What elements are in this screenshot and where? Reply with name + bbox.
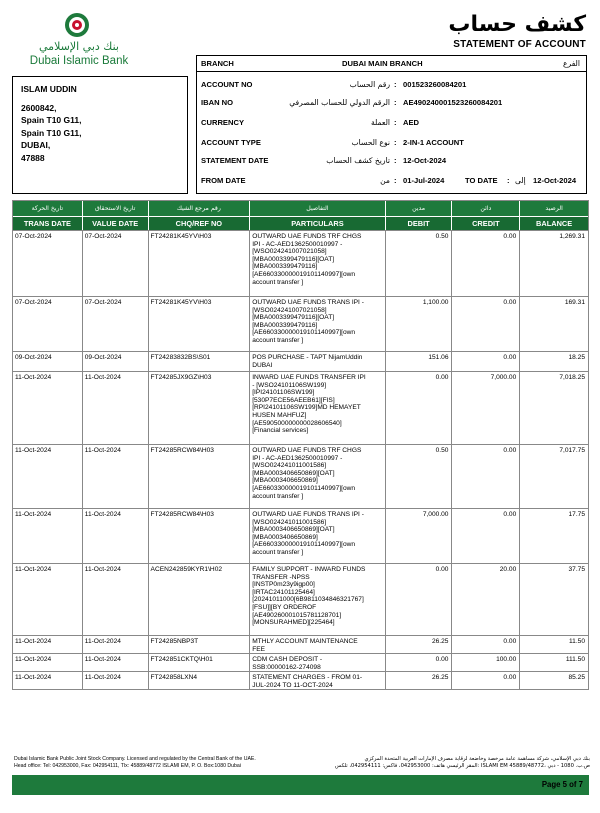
cell-particulars: STATEMENT CHARGES - FROM 01- JUL-2024 TO 11-OCT-2024 — [250, 672, 386, 689]
cell-particulars: OUTWARD UAE FUNDS TRANS IPI - [WSO024241007021058] [MBA0003399479116][OAT] [MBA0003399479116] [AE660330000019101140997][own account transfer ] — [250, 297, 386, 351]
cell-credit: 0.00 — [452, 231, 520, 296]
cell-value-date: 09-Oct-2024 — [83, 352, 149, 371]
branch-value: DUBAI MAIN BRANCH — [342, 59, 423, 68]
cell-value-date: 11-Oct-2024 — [83, 509, 149, 563]
account-info-box — [196, 55, 587, 194]
bank-name-english: Dubai Islamic Bank — [29, 55, 129, 67]
header-value-date: VALUE DATE — [83, 216, 149, 230]
account-type-label-arabic: نوع الحساب — [351, 138, 390, 147]
header-arabic: مدين — [386, 201, 453, 216]
cell-value-date: 11-Oct-2024 — [83, 672, 149, 689]
cell-trans-date: 07-Oct-2024 — [13, 297, 83, 351]
header-balance: BALANCE — [520, 216, 588, 230]
currency-row — [197, 114, 586, 132]
cell-balance: 1,269.31 — [559, 233, 586, 240]
cell-particulars: POS PURCHASE - TAPT NijamUddin DUBAI — [250, 352, 386, 371]
cell-particulars: OUTWARD UAE FUNDS TRF CHGS IPI - AC-AED1362500010997 - [WSO024241011001586] [MBA0003406650869][OAT] [MBA0003406650869] [AE660330000019101140997][own account transfer ] — [250, 445, 386, 508]
cell-value-date: 11-Oct-2024 — [83, 372, 149, 444]
address-line: Spain T10 G11, — [21, 115, 82, 125]
statement-date-value: 12-Oct-2024 — [403, 156, 447, 165]
to-date-label: TO DATE — [465, 176, 498, 185]
table-header — [13, 216, 588, 230]
header-arabic: التفاصيل — [250, 201, 386, 216]
cell-trans-date: 11-Oct-2024 — [13, 636, 83, 653]
account-type-value: 2-IN-1 ACCOUNT — [403, 138, 464, 147]
account-no-value: 001523260084201 — [403, 80, 467, 89]
cell-credit: 0.00 — [452, 672, 520, 689]
table-body — [13, 230, 588, 689]
account-type-row — [197, 134, 586, 152]
table-header-arabic — [13, 201, 588, 216]
cell-credit: 7,000.00 — [452, 372, 520, 444]
cell-ref-no: FT24285NBP3T — [149, 636, 251, 653]
header-debit: DEBIT — [386, 216, 453, 230]
branch-label: BRANCH — [201, 59, 234, 68]
cell-credit: 100.00 — [452, 654, 520, 671]
cell-trans-date: 11-Oct-2024 — [13, 654, 83, 671]
account-no-label: ACCOUNT NO — [201, 80, 253, 89]
header-credit: CREDIT — [452, 216, 520, 230]
branch-label-arabic: الفرع — [563, 59, 580, 68]
table-row — [13, 371, 588, 444]
table-row — [13, 671, 588, 689]
from-date-label: FROM DATE — [201, 176, 246, 185]
header-arabic: تاريخ الاستحقاق — [83, 201, 149, 216]
customer-name: ISLAM UDDIN — [21, 84, 77, 94]
cell-particulars: MTHLY ACCOUNT MAINTENANCE FEE — [250, 636, 386, 653]
separator: : — [394, 80, 397, 89]
customer-address-box — [12, 76, 188, 194]
account-type-label: ACCOUNT TYPE — [201, 138, 261, 147]
cell-debit: 0.50 — [386, 231, 453, 296]
cell-balance: 11.50 — [569, 638, 586, 645]
header-particulars: PARTICULARS — [250, 216, 386, 230]
address-line: 47888 — [21, 152, 45, 163]
cell-credit: 0.00 — [452, 509, 520, 563]
cell-balance: 7,018.25 — [559, 374, 586, 381]
cell-debit: 1,100.00 — [386, 297, 453, 351]
cell-balance: 17.75 — [568, 511, 586, 518]
statement-date-label-arabic: تاريخ كشف الحساب — [326, 156, 390, 165]
table-row — [13, 230, 588, 296]
currency-value: AED — [403, 118, 420, 127]
footer-english — [14, 756, 314, 769]
cell-ref-no: FT24285RCW84\H03 — [149, 509, 251, 563]
address-line: DUBAI, — [21, 140, 51, 150]
cell-particulars: FAMILY SUPPORT - INWARD FUNDS TRANSFER -NPSS [INSTP0m23y9igp00] [IRTAC24101125464] [20241011000[6B9811034846321767] [FSU]][BY ORDEROF [AE490260001015781128701] [MONSURAHMED][225464] — [250, 564, 386, 635]
header-arabic: الرصيد — [545, 205, 563, 212]
cell-balance: 85.25 — [568, 674, 586, 681]
statement-title: STATEMENT OF ACCOUNT — [453, 39, 586, 50]
header-arabic: دائن — [452, 201, 520, 216]
cell-ref-no: FT24285RCW84\H03 — [149, 445, 251, 508]
separator: : — [394, 118, 397, 127]
account-no-label-arabic: رقم الحساب — [349, 80, 390, 89]
cell-trans-date: 11-Oct-2024 — [13, 372, 83, 444]
statement-date-label: STATEMENT DATE — [201, 156, 269, 165]
separator: : — [394, 176, 397, 185]
cell-trans-date: 11-Oct-2024 — [13, 672, 83, 689]
header-trans-date: TRANS DATE — [13, 216, 83, 230]
cell-particulars: OUTWARD UAE FUNDS TRF CHGS IPI - AC-AED1362500010997 - [WSO024241007021058] [MBA0003399479116][OAT] [MBA0003399479116] [AE660330000019101140997][own account transfer ] — [250, 231, 386, 296]
cell-balance: 111.50 — [565, 656, 586, 663]
footer-arabic — [310, 756, 590, 769]
cell-balance: 7,017.75 — [559, 447, 586, 454]
iban-row — [197, 94, 586, 112]
footer-bar — [12, 775, 589, 795]
cell-value-date: 11-Oct-2024 — [83, 564, 149, 635]
footer-line: Head office: Tel: 042953000, Fax: 042954111, Tlx: 45889/48772 ISLAMI EM, P. O. Box:1080 Dubai — [14, 762, 241, 769]
cell-debit: 7,000.00 — [386, 509, 453, 563]
cell-trans-date: 09-Oct-2024 — [13, 352, 83, 371]
transactions-table — [12, 200, 589, 690]
separator: : — [394, 98, 397, 107]
footer-line: بنك دبي الإسلامي، شركة مساهمة عامة مرخصة وخاضعة لرقابة مصرف الإمارات العربية المتحدة المركزي — [364, 756, 590, 762]
cell-value-date: 11-Oct-2024 — [83, 654, 149, 671]
page-number: Page 5 of 7 — [541, 780, 583, 789]
cell-credit: 0.00 — [452, 636, 520, 653]
cell-value-date: 11-Oct-2024 — [83, 636, 149, 653]
cell-debit: 0.00 — [386, 654, 453, 671]
date-range-row — [197, 172, 586, 190]
currency-label: CURRENCY — [201, 118, 245, 127]
bank-emblem-icon — [64, 12, 90, 38]
cell-credit: 20.00 — [452, 564, 520, 635]
cell-trans-date: 11-Oct-2024 — [13, 564, 83, 635]
cell-balance: 18.25 — [568, 354, 586, 361]
table-row — [13, 444, 588, 508]
cell-ref-no: FT24281K45YV\H03 — [149, 297, 251, 351]
cell-ref-no: FT24281K45YV\H03 — [149, 231, 251, 296]
cell-particulars: OUTWARD UAE FUNDS TRANS IPI - [WSO024241011001586] [MBA0003406650869][OAT] [MBA0003406650869] [AE660330000019101140997][own account transfer ] — [250, 509, 386, 563]
statement-title-arabic: كشف حساب — [448, 12, 586, 37]
account-no-row — [197, 76, 586, 94]
address-line: 2600842, — [21, 102, 57, 113]
cell-balance: 37.75 — [568, 566, 586, 573]
cell-value-date: 07-Oct-2024 — [83, 231, 149, 296]
branch-row — [197, 56, 586, 72]
cell-ref-no: FT24285JX9GZ\H03 — [149, 372, 251, 444]
cell-debit: 0.00 — [386, 372, 453, 444]
statement-date-row — [197, 152, 586, 170]
cell-ref-no: ACEN242859KYR1\H02 — [149, 564, 251, 635]
cell-particulars: INWARD UAE FUNDS TRANSFER IPI - [WSO24101106SW199] [IPI24101106SW199] [530P7ECE56AEEB61][FIS] [RPI24101106SW199]MD HEMAYET HUSEN MAHFUZ] [AE590500000000028606540] [Financial services] — [250, 372, 386, 444]
cell-credit: 0.00 — [452, 352, 520, 371]
cell-debit: 151.06 — [386, 352, 453, 371]
cell-balance: 169.31 — [564, 299, 586, 306]
cell-trans-date: 11-Oct-2024 — [13, 445, 83, 508]
table-row — [13, 653, 588, 671]
table-row — [13, 635, 588, 653]
cell-value-date: 11-Oct-2024 — [83, 445, 149, 508]
cell-ref-no: FT242851CKTQ\H01 — [149, 654, 251, 671]
header-arabic: رقم مرجع الشيك — [149, 201, 251, 216]
table-row — [13, 351, 588, 371]
separator: : — [394, 138, 397, 147]
table-row — [13, 563, 588, 635]
table-row — [13, 508, 588, 563]
iban-value: AE490240001523260084201 — [403, 98, 503, 107]
from-date-value: 01-Jul-2024 — [403, 176, 445, 185]
cell-debit: 26.25 — [386, 636, 453, 653]
cell-ref-no: FT24283832BS\S01 — [149, 352, 251, 371]
cell-ref-no: FT242858LXN4 — [149, 672, 251, 689]
separator: : — [507, 176, 510, 185]
currency-label-arabic: العملة — [370, 118, 390, 127]
bank-logo — [14, 10, 144, 70]
header-arabic: تاريخ الحركة — [13, 201, 83, 216]
cell-trans-date: 07-Oct-2024 — [13, 231, 83, 296]
cell-particulars: CDM CASH DEPOSIT - SSB:00000162-274098 — [250, 654, 386, 671]
table-row — [13, 296, 588, 351]
from-date-label-arabic: من — [380, 176, 390, 185]
cell-trans-date: 11-Oct-2024 — [13, 509, 83, 563]
header-ref-no: CHQ/REF NO — [149, 216, 251, 230]
footer-line: المقر الرئيسي هاتف: 042953000، فاكس: 042954111، تلكس: ISLAMI EM 45889/48772، ص.ب. 1080 - دبي — [335, 762, 590, 769]
separator: : — [394, 156, 397, 165]
cell-value-date: 07-Oct-2024 — [83, 297, 149, 351]
address-line: Spain T10 G11, — [21, 127, 82, 138]
cell-debit: 26.25 — [386, 672, 453, 689]
to-date-value: 12-Oct-2024 — [533, 176, 577, 185]
bank-name-arabic: بنك دبي الإسلامي — [39, 40, 119, 53]
cell-credit: 0.00 — [452, 445, 520, 508]
iban-label: IBAN NO — [201, 98, 234, 107]
iban-label-arabic: الرقم الدولي للحساب المصرفي — [289, 98, 390, 107]
cell-credit: 0.00 — [452, 297, 520, 351]
cell-debit: 0.50 — [386, 445, 453, 508]
to-date-label-arabic: إلى — [515, 176, 526, 185]
footer-line: Dubai Islamic Bank Public Joint Stock Company. Licensed and regulated by the Central Bank of the UAE. — [14, 756, 256, 762]
cell-debit: 0.00 — [386, 564, 453, 635]
